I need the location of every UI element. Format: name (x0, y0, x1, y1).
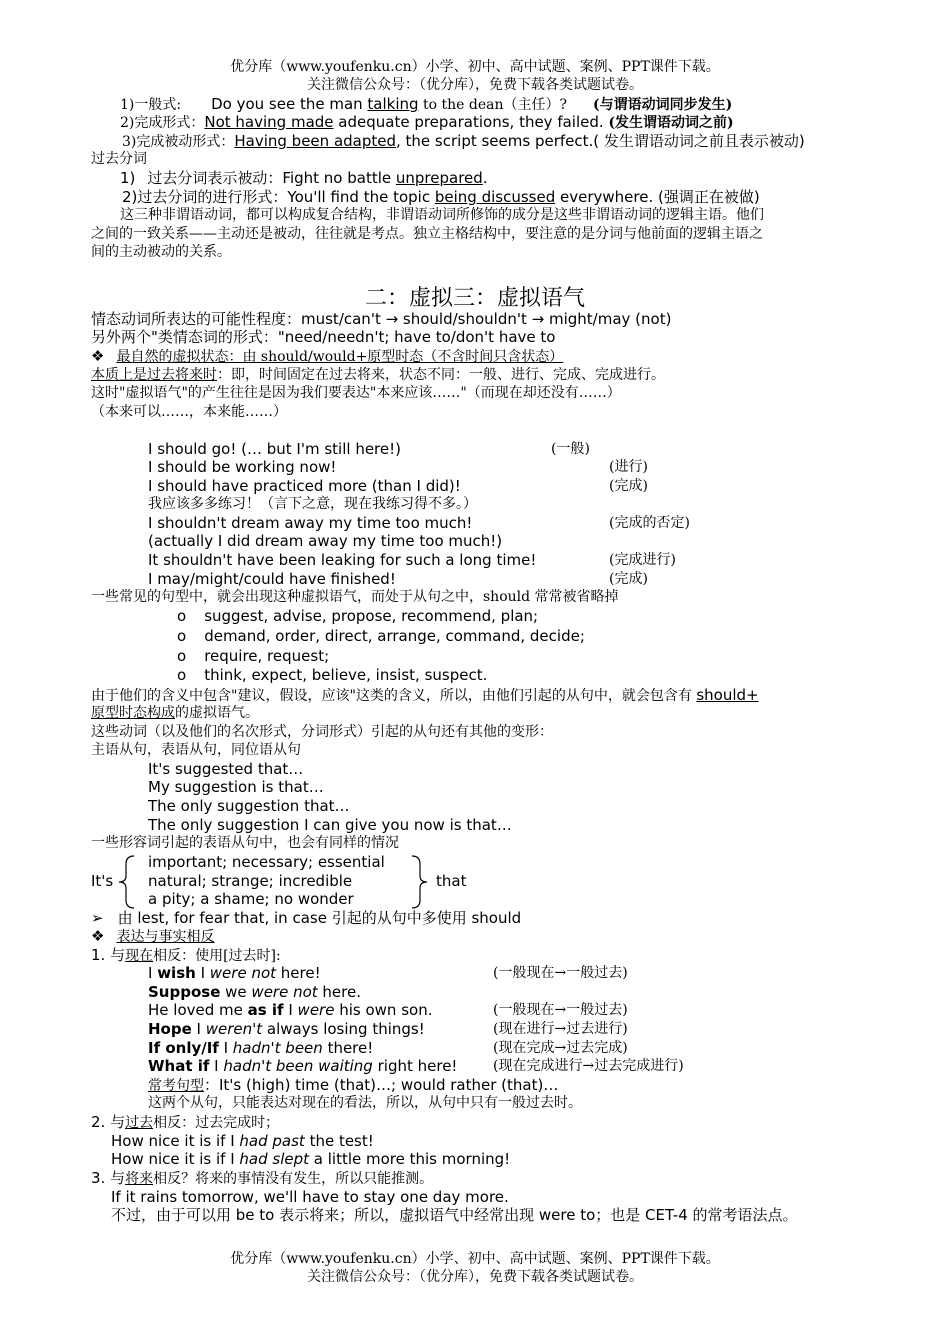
intro-line-1-note: (与谓语动词同步发生) (593, 97, 733, 113)
row-keyword: wish (157, 964, 196, 982)
row-text: his own son. (334, 1001, 433, 1019)
row-text: the test! (304, 1132, 374, 1150)
right-brace-icon (406, 854, 430, 910)
present-row-1 (148, 964, 321, 983)
list-bullet-icon: o (177, 666, 187, 684)
intro-line-5 (122, 188, 760, 207)
lest-line (91, 909, 521, 928)
future-heading-underline: 将来 (125, 1171, 154, 1187)
verb-list-item-2 (177, 627, 585, 646)
diamond-bullet-icon: ❖ (91, 347, 105, 365)
verbs-after-2 (91, 704, 259, 723)
row-keyword: as if (247, 1001, 284, 1019)
present-heading-text: 相反：使用[过去时]: (153, 948, 281, 964)
clause-4: The only suggestion I can give you now is that… (148, 816, 512, 834)
intro-line-1-text-b: to the dean（主任）? (418, 97, 567, 113)
verb-list-text: demand, order, direct, arrange, command, decide; (204, 627, 585, 645)
clause-3: The only suggestion that… (148, 797, 350, 815)
clause-2: My suggestion is that… (148, 778, 324, 796)
intro-line-4-underline: unprepared (395, 169, 483, 187)
adj-its: It's (91, 872, 114, 890)
header-line-2: 关注微信公众号：（优分库），免费下载各类试题试卷。 (307, 77, 643, 93)
modal-line-3 (91, 347, 563, 367)
future-heading-text: 相反？将来的事情没有发生，所以只能推测。 (153, 1171, 434, 1187)
example-7-note: (完成进行) (609, 552, 676, 568)
intro-line-5-underline: being discussed (434, 188, 556, 206)
example-5-note: (完成的否定) (609, 515, 690, 531)
verbs-after-1-underline: should+ (696, 686, 759, 704)
list-bullet-icon: o (177, 647, 187, 665)
intro-line-5-text: 2)过去分词的进行形式：You'll find the topic (122, 188, 435, 206)
modal-line-5: 这时"虚拟语气"的产生往往是因为我们要表达"本来应该……"（而现在却还没有……） (91, 385, 621, 401)
intro-line-3-underline: Having been adapted (234, 132, 396, 150)
verbs-after-4: 主语从句，表语从句，同位语从句 (91, 742, 301, 758)
intro-line-5-end: everywhere. (强调正在被做) (555, 188, 760, 206)
row-text: there! (322, 1039, 374, 1057)
example-4: 我应该多多练习！（言下之意，现在我练习得不多。） (148, 496, 477, 512)
present-row-2 (148, 983, 361, 1002)
present-row-5-note: (现在完成→过去完成) (493, 1040, 628, 1056)
past-example-2 (111, 1150, 510, 1169)
intro-line-3 (122, 132, 805, 152)
intro-line-2-note: (发生谓语动词之前) (608, 115, 734, 131)
verbs-after-1 (91, 686, 759, 706)
footer-line-1: 优分库（www.youfenku.cn）小学、初中、高中试题、案例、PPT课件下载。 (230, 1251, 720, 1267)
verbs-after-2-text: 的虚拟语气。 (175, 705, 259, 721)
intro-line-4-text: 过去分词表示被动：Fight no battle (147, 169, 396, 187)
present-row-5 (148, 1039, 373, 1058)
verb-list-item-1 (177, 607, 538, 626)
intro-line-2 (120, 113, 734, 133)
row-text: always losing things! (262, 1020, 425, 1038)
intro-line-1-num: 1)一般式: (120, 97, 182, 113)
example-1: I should go! (… but I'm still here!) (148, 440, 401, 458)
lest-text: 由 lest, for fear that, in case 引起的从句中多使用 should (117, 909, 522, 927)
past-heading-text: 相反：过去完成时； (153, 1115, 280, 1131)
intro-line-1-text: Do you see the man (211, 95, 368, 113)
future-heading (91, 1169, 433, 1189)
modal-line-4-underline: 本质上是过去将来时 (91, 367, 217, 383)
common-pattern (148, 1076, 558, 1096)
row-italic: had slept (239, 1150, 309, 1168)
adj-row-1: important; necessary; essential (148, 853, 385, 871)
common-pattern-note: 这两个从句，只能表达对现在的看法，所以，从句中只有一般过去时。 (148, 1095, 582, 1111)
intro-line-2-text: adequate preparations, they failed. (333, 113, 609, 131)
row-text: we (220, 983, 252, 1001)
row-italic: had past (239, 1132, 305, 1150)
intro-line-3-cont: 过去分词 (91, 151, 147, 167)
row-italic: weren't (205, 1020, 263, 1038)
present-heading-underline: 现在 (125, 948, 154, 964)
row-text: I (195, 964, 210, 982)
example-7: It shouldn't have been leaking for such a long time! (148, 551, 537, 569)
modal-line-4 (91, 366, 665, 385)
row-text: He loved me (148, 1001, 248, 1019)
past-heading-underline: 过去 (125, 1115, 154, 1131)
list-bullet-icon: o (177, 627, 187, 645)
modal-line-3-text: 最自然的虚拟状态：由 should/would+原型时态（不含时间只含状态） (116, 349, 564, 365)
verb-list-item-4 (177, 666, 487, 685)
adj-row-3: a pity; a shame; no wonder (148, 890, 354, 908)
present-row-4-note: (现在进行→过去进行) (493, 1021, 628, 1037)
present-heading (91, 946, 281, 966)
adj-that: that (436, 872, 467, 890)
footer-line-2: 关注微信公众号：（优分库），免费下载各类试题试卷。 (307, 1269, 643, 1285)
modal-line-4-text: ：即，时间固定在过去将来，状态不同：一般、进行、完成、完成进行。 (217, 367, 665, 383)
verb-list-text: require, request; (204, 647, 330, 665)
present-row-6 (148, 1057, 457, 1076)
common-pattern-text: ：It's (high) time (that)…; would rather (that)… (204, 1076, 559, 1094)
intro-line-3-num: 3)完成被动形式： (122, 134, 235, 150)
arrow-bullet-icon: ➢ (91, 909, 104, 927)
modal-line-2: 另外两个"类情态词的形式："need/needn't; have to/don't have to (91, 328, 556, 346)
modal-line-1: 情态动词所表达的可能性程度：must/can't → should/shouldn't → might/may (not) (91, 310, 672, 328)
past-heading (91, 1113, 279, 1133)
row-text: How nice it is if I (111, 1150, 240, 1168)
section-title: 二：虚拟三：虚拟语气 (364, 286, 585, 311)
future-example-1: If it rains tomorrow, we'll have to stay one day more. (111, 1188, 509, 1206)
example-6: (actually I did dream away my time too much!) (148, 532, 503, 550)
row-keyword: Suppose (148, 983, 221, 1001)
row-text: How nice it is if I (111, 1132, 240, 1150)
verbs-intro: 一些常见的句型中，就会出现这种虚拟语气，而处于从句之中，should 常常被省略掉 (91, 589, 619, 605)
row-keyword: Hope (148, 1020, 192, 1038)
row-text: here. (317, 983, 361, 1001)
row-text: I (283, 1001, 298, 1019)
intro-line-2-num: 2)完成形式： (120, 115, 205, 131)
future-heading-num: 3. 与 (91, 1169, 126, 1187)
row-text: right here! (372, 1057, 458, 1075)
future-example-2: 不过，由于可以用 be to 表示将来；所以，虚拟语气中经常出现 were to；也是 CET-4 的常考语法点。 (111, 1206, 798, 1224)
example-2: I should be working now! (148, 458, 337, 476)
intro-line-1 (120, 95, 732, 115)
clause-1: It's suggested that… (148, 760, 304, 778)
contrary-title-text: 表达与事实相反 (116, 929, 215, 945)
present-row-4 (148, 1020, 425, 1039)
verbs-after-1-text: 由于他们的含义中包含"建议，假设，应该"这类的含义，所以，由他们引起的从句中，就会包含有 (91, 688, 697, 704)
example-5: I shouldn't dream away my time too much! (148, 514, 473, 532)
intro-line-2-underline: Not having made (204, 113, 334, 131)
row-italic: hadn't been (232, 1039, 323, 1057)
intro-line-4-num: 1) (120, 169, 136, 187)
row-italic: were (297, 1001, 335, 1019)
left-brace-icon (116, 854, 140, 910)
row-text: I (191, 1020, 206, 1038)
example-8: I may/might/could have finished! (148, 570, 396, 588)
row-italic: hadn't been waiting (223, 1057, 373, 1075)
row-text: a little more this morning! (309, 1150, 511, 1168)
intro-line-1-underline: talking (367, 95, 419, 113)
adj-intro: 一些形容词引起的表语从句中，也会有同样的情况 (91, 835, 399, 851)
verb-list-text: suggest, advise, propose, recommend, plan; (204, 607, 539, 625)
modal-line-6: （本来可以……，本来能……） (91, 404, 287, 420)
list-bullet-icon: o (177, 607, 187, 625)
row-italic: were not (251, 983, 318, 1001)
intro-line-4 (120, 169, 488, 188)
row-text: I (209, 1057, 224, 1075)
row-keyword: If only/If (148, 1039, 219, 1057)
row-italic: were not (209, 964, 277, 982)
intro-line-3-text: , the script seems perfect.( 发生谓语动词之前且表示被动) (396, 132, 805, 150)
verb-list-item-3 (177, 647, 329, 666)
present-row-6-note: (现在完成进行→过去完成进行) (493, 1058, 684, 1074)
adj-row-2: natural; strange; incredible (148, 872, 353, 890)
example-3: I should have practiced more (than I did)! (148, 477, 461, 495)
present-row-3-note: (一般现在→一般过去) (493, 1002, 628, 1018)
example-1-note: (一般) (551, 441, 590, 457)
header-line-1: 优分库（www.youfenku.cn）小学、初中、高中试题、案例、PPT课件下载。 (230, 59, 720, 75)
row-text: here! (276, 964, 321, 982)
present-row-1-note: (一般现在→一般过去) (493, 965, 628, 981)
verbs-after-3: 这些动词（以及他们的名次形式，分词形式）引起的从句还有其他的变形： (91, 724, 553, 740)
intro-para-1: 这三种非谓语动词，都可以构成复合结构，非谓语动词所修饰的成分是这些非谓语动词的逻辑主语。他们 (120, 207, 764, 223)
verbs-after-2-underline: 原型时态构成 (91, 705, 175, 721)
row-keyword: What if (148, 1057, 210, 1075)
example-8-note: (完成) (609, 571, 648, 587)
past-example-1 (111, 1132, 374, 1151)
diamond-bullet-icon: ❖ (91, 927, 105, 945)
present-row-3 (148, 1001, 432, 1020)
example-3-note: (完成) (609, 478, 648, 494)
row-text: I (218, 1039, 233, 1057)
intro-para-2: 之间的一致关系——主动还是被动，往往就是考点。独立主格结构中，要注意的是分词与他前面的逻辑主语之 (91, 226, 763, 242)
past-heading-num: 2. 与 (91, 1113, 126, 1131)
intro-para-3: 间的主动被动的关系。 (91, 244, 231, 260)
common-pattern-underline: 常考句型 (148, 1078, 204, 1094)
intro-line-4-end: . (482, 169, 488, 187)
verb-list-text: think, expect, believe, insist, suspect. (204, 666, 488, 684)
row-text: I (148, 964, 158, 982)
present-heading-num: 1. 与 (91, 946, 126, 964)
example-2-note: (进行) (609, 459, 648, 475)
contrary-title (91, 927, 214, 947)
